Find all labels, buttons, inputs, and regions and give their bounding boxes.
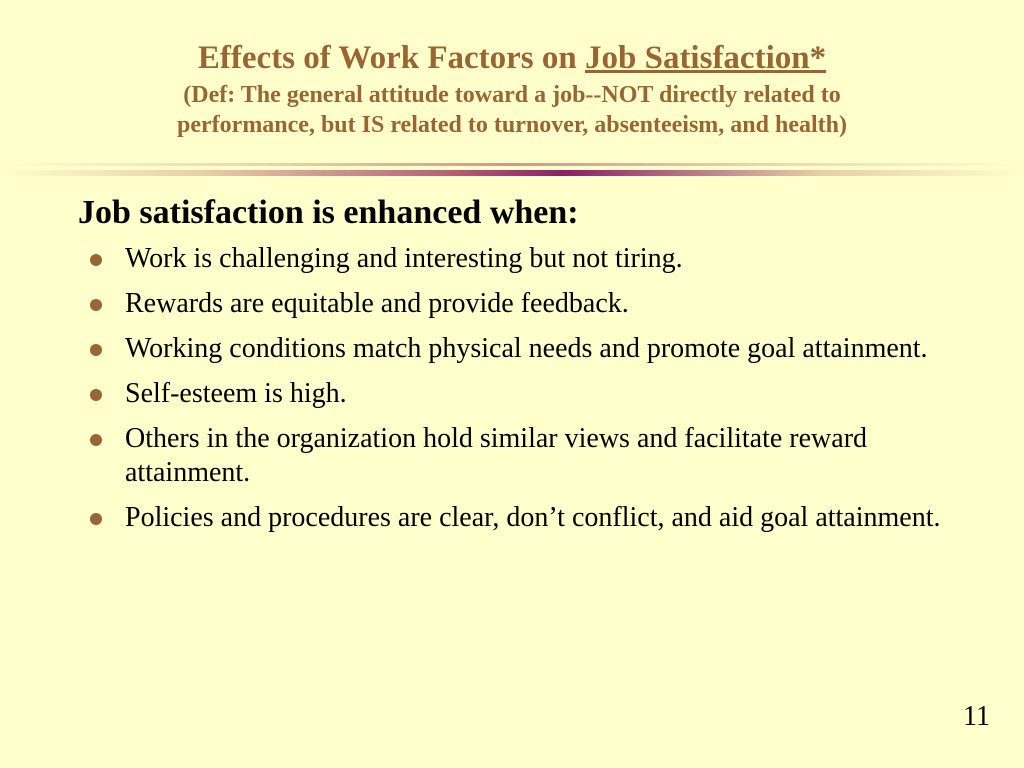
- divider-thin-band: [0, 163, 1024, 166]
- title-underlined-term: Job Satisfaction*: [584, 40, 827, 76]
- page-number: 11: [963, 701, 990, 732]
- bullet-text: Others in the organization hold similar views and facilitate reward attainment.: [125, 423, 868, 488]
- bullet-dot-icon: [90, 513, 102, 525]
- bullet-text: Policies and procedures are clear, don’t conflict, and aid goal attainment.: [125, 502, 941, 533]
- slide-title: [0, 38, 1024, 78]
- bullet-text: Work is challenging and interesting but not tiring.: [125, 243, 683, 274]
- slide-content: [78, 192, 978, 546]
- bullet-dot-icon: [90, 344, 102, 356]
- slide-title-block: [0, 38, 1024, 140]
- bullet-dot-icon: [90, 299, 102, 311]
- bullet-dot-icon: [90, 254, 102, 266]
- divider-thick-band: [0, 170, 1024, 176]
- bullet-item: [78, 501, 978, 535]
- bullet-text: Working conditions match physical needs and promote goal attainment.: [125, 333, 928, 364]
- bullet-item: [78, 287, 978, 321]
- bullet-item: [78, 377, 978, 411]
- title-prefix: Effects of Work Factors on: [197, 40, 585, 76]
- content-heading: Job satisfaction is enhanced when:: [78, 194, 579, 231]
- bullet-dot-icon: [90, 389, 102, 401]
- definition-line-1: (Def: The general attitude toward a job--NOT directly related to: [183, 82, 841, 108]
- bullet-text: Self-esteem is high.: [125, 378, 347, 409]
- definition-line-2: performance, but IS related to turnover, absenteeism, and health): [177, 112, 847, 138]
- bullet-item: [78, 242, 978, 276]
- bullet-dot-icon: [90, 434, 102, 446]
- bullet-text: Rewards are equitable and provide feedback.: [125, 288, 629, 319]
- title-divider: [0, 163, 1024, 179]
- bullet-item: [78, 332, 978, 366]
- bullet-list: [78, 242, 978, 535]
- bullet-item: [78, 422, 978, 490]
